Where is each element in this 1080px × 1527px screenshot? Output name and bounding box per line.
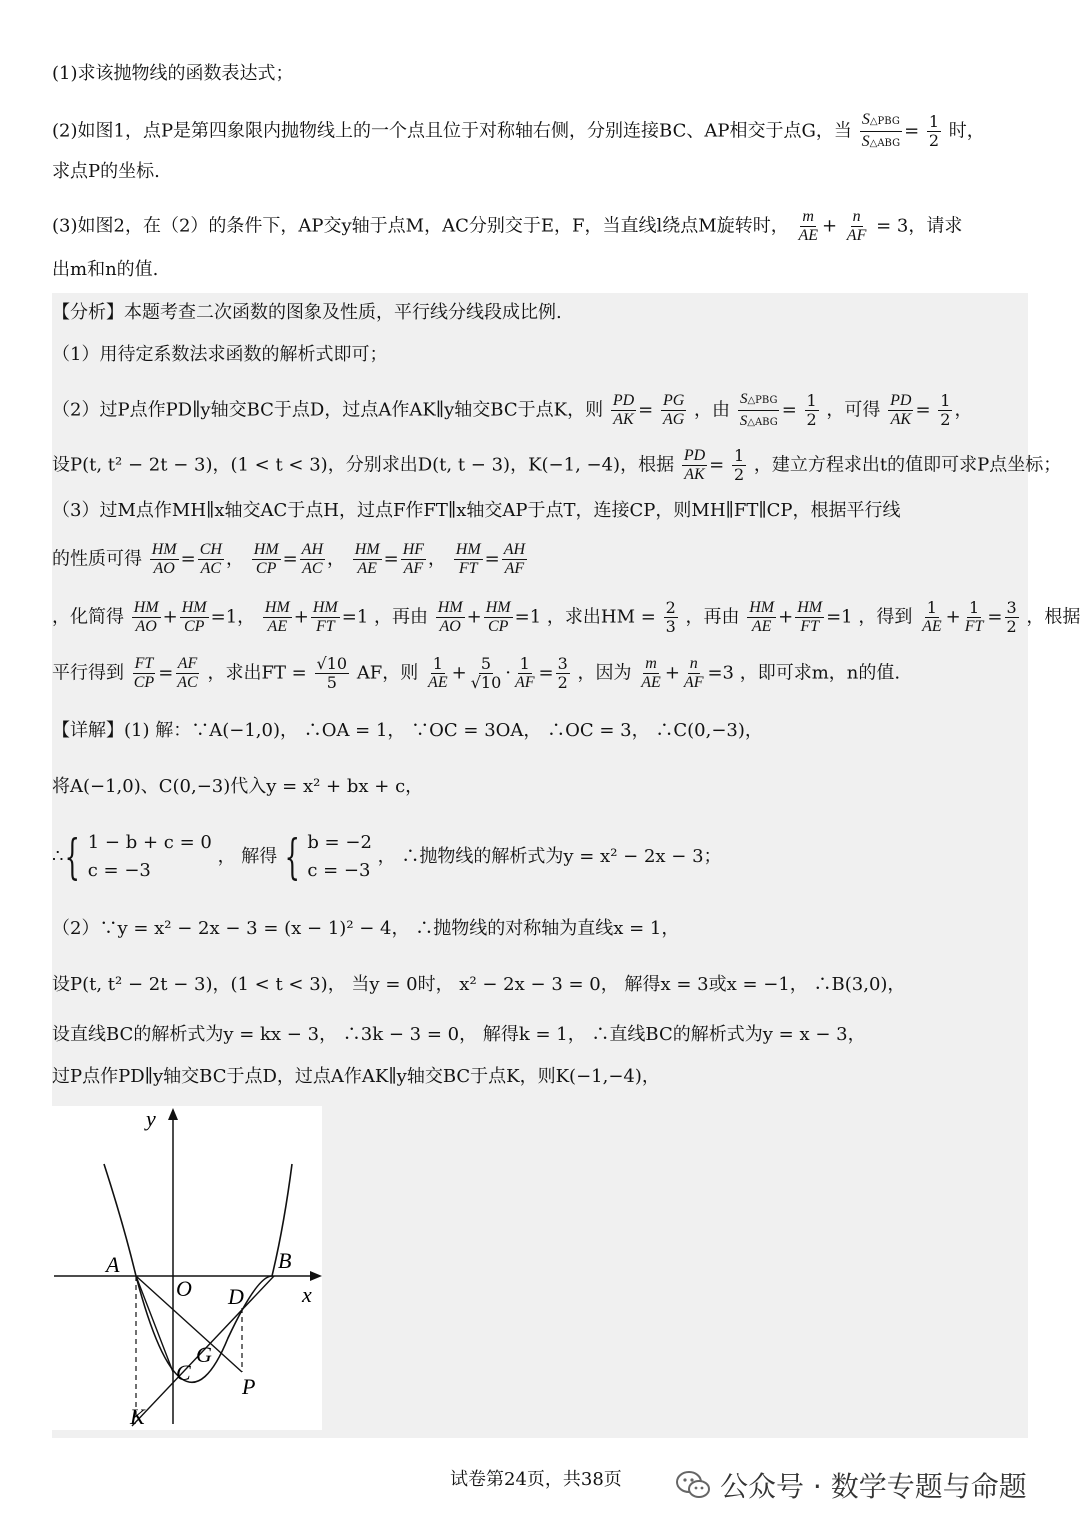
label-x: x	[302, 1282, 312, 1307]
x-axis-arrow	[310, 1271, 322, 1281]
detail-step-1-substitute: 将A(−1,0)、C(0,−3)代入y = x² + bx + c，	[52, 776, 424, 797]
detail-step-1-system: ∴{ 1 − b + c = 0 c = −3 ， 解得 { b = −2 c = −3 ， ∴抛物线的解析式为y = x² − 2x − 3；	[52, 829, 722, 885]
label-g: G	[196, 1342, 212, 1367]
analysis-step-2: （2）过P点作PD∥y轴交BC于点D，过点A作AK∥y轴交BC于点K，则 $\frac{PD}{AK}$ = $\frac{PG}{AG}$ ，由 $\frac{\text{S△PBG}}{\text{S△ABG}}$ = $\frac{1}{2}$ ，可得 $\frac{PD}{AK}$ = $\frac{1}{2}$ ，	[52, 391, 973, 429]
question-3-ask: 出m和n的值.	[52, 259, 159, 280]
analysis-step-1: （1）用待定系数法求函数的解析式即可；	[52, 344, 388, 365]
watermark-text: 公众号 · 数学专题与命题	[720, 1470, 1027, 1503]
question-2-text: (2)如图1，点P是第四象限内抛物线上的一个点且位于对称轴右侧，分别连接BC、AP相交于点G，当	[52, 120, 852, 142]
question-2-when: 时，	[948, 120, 985, 142]
analysis-step-3-ratios: 的性质可得 $\frac{HM}{AO}$ = $\frac{CH}{AC}$ ， $\frac{HM}{CP}$ = $\frac{AH}{AC}$ ， $\frac{HM}{AE}$ = $\frac{HF}{AF}$ ， $\frac{HM}{FT}$ = $\frac{AH}{AF}$	[52, 541, 526, 577]
parabola-figure	[52, 1106, 322, 1430]
detail-step-2-line-bc: 设直线BC的解析式为y = kx − 3， ∴3k − 3 = 0， 解得k = 1， ∴直线BC的解析式为y = x − 3，	[52, 1024, 866, 1045]
label-a: A	[106, 1252, 120, 1277]
analysis-step-3: （3）过M点作MH∥x轴交AC于点H，过点F作FT∥x轴交AP于点T，连接CP，则MH∥FT∥CP，根据平行线	[52, 500, 901, 521]
detail-step-2-point-k: 过P点作PD∥y轴交BC于点D，过点A作AK∥y轴交BC于点K，则K(−1,−4)，	[52, 1066, 660, 1087]
question-3: (3)如图2，在（2）的条件下，AP交y轴于点M，AC分别交于E，F，当直线l绕点M旋转时， $\frac{m}{AE}$ + $\frac{n}{AF}$ = 3，请求	[52, 208, 963, 244]
parabola-diagram	[52, 1106, 322, 1430]
question-2: (2)如图1，点P是第四象限内抛物线上的一个点且位于对称轴右侧，分别连接BC、AP相交于点G，当 $\frac{\text{S△PBG}}{\text{S△ABG}}$ = $\frac{1}{2}$ 时，	[52, 110, 985, 153]
question-2-ask: 求点P的坐标.	[52, 161, 160, 182]
label-d: D	[228, 1284, 244, 1309]
area-ratio-fraction: $\frac{\text{S△PBG}}{\text{S△ABG}}$	[861, 111, 901, 150]
watermark	[676, 1465, 1027, 1505]
label-o: O	[176, 1276, 192, 1301]
y-axis-arrow	[168, 1108, 178, 1120]
question-1: (1)求该抛物线的函数表达式；	[52, 63, 294, 84]
analysis-step-3-result: 平行得到 $\frac{FT}{CP}$ = $\frac{AF}{AC}$ ，求出FT = $\frac{√10}{5}$ AF，则 $\frac{1}{AE}$ + $\frac{5}{√10}$ · $\frac{1}{AF}$ = $\frac{3}{2}$ ，因为 $\frac{m}{AE}$ + $\frac{n}{AF}$ =3 ，即可求m，n的值.	[52, 654, 901, 692]
label-b: B	[278, 1248, 292, 1273]
detail-step-2-roots: 设P(t, t² − 2t − 3)，(1 < t < 3)， 当y = 0时， x² − 2x − 3 = 0， 解得x = 3或x = −1， ∴B(3,0)，	[52, 974, 906, 995]
question-3-eq: = 3，请求	[876, 215, 963, 237]
wechat-icon	[676, 1470, 710, 1500]
page-footer: 试卷第24页，共38页	[450, 1469, 622, 1490]
question-3-text: (3)如图2，在（2）的条件下，AP交y轴于点M，AC分别交于E，F，当直线l绕点M旋转时，	[52, 215, 789, 237]
label-k: K	[130, 1404, 145, 1429]
detail-step-2: （2）∵y = x² − 2x − 3 = (x − 1)² − 4， ∴抛物线的对称轴为直线x = 1，	[52, 918, 680, 939]
label-y: y	[146, 1106, 156, 1131]
analysis-step-2-cont: 设P(t, t² − 2t − 3)，(1 < t < 3)，分别求出D(t, t − 3)，K(−1, −4)，根据 $\frac{PD}{AK}$ = $\frac{1}{2}$ ，建立方程求出t的值即可求P点坐标；	[52, 446, 1062, 484]
label-p: P	[242, 1374, 256, 1399]
label-c: C	[176, 1360, 191, 1385]
line-ac	[136, 1276, 173, 1372]
analysis-title: 【分析】本题考查二次函数的图象及性质，平行线分线段成比例.	[52, 302, 562, 323]
analysis-step-3-simplify: ，化简得 $\frac{HM}{AO}$ + $\frac{HM}{CP}$ =1， $\frac{HM}{AE}$ + $\frac{HM}{FT}$ =1 ，再由 $\frac{HM}{AO}$ + $\frac{HM}{CP}$ =1 ，求出HM = $\frac{2}{3}$ ，再由 $\frac{HM}{AE}$ + $\frac{HM}{FT}$ =1 ，得到 $\frac{1}{AE}$ + $\frac{1}{FT}$ = $\frac{3}{2}$ ，根据	[52, 598, 1080, 636]
detail-step-1: 【详解】(1) 解：∵A(−1,0)， ∴OA = 1， ∵OC = 3OA， ∴OC = 3， ∴C(0,−3)，	[52, 720, 763, 741]
